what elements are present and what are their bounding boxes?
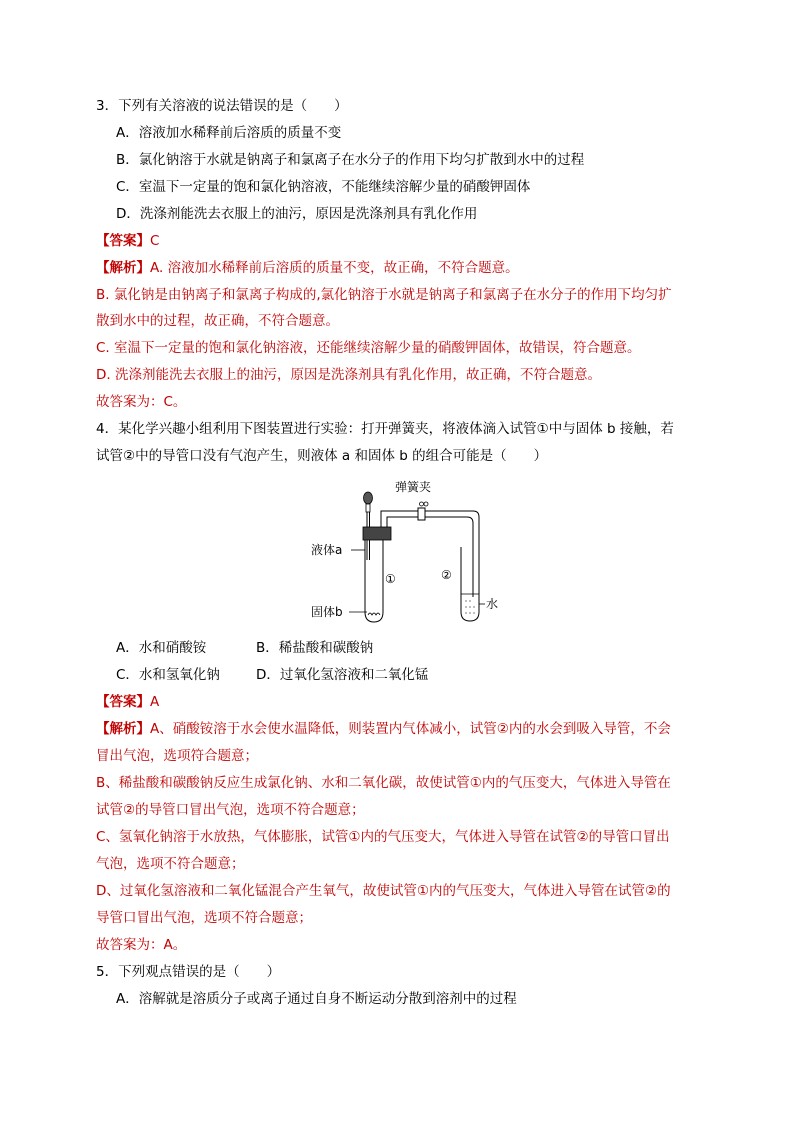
- water-label: 水: [486, 597, 499, 611]
- q3-analysis-line-4: C. 室温下一定量的饱和氯化钠溶液，还能继续溶解少量的硝酸钾固体，故错误，符合题意。: [96, 340, 641, 356]
- clamp-label: 弹簧夹: [395, 480, 432, 494]
- q4-analysis-line-2: 冒出气泡，选项符合题意；: [96, 748, 258, 764]
- q3-analysis-line-3: 散到水中的过程，故正确，不符合题意。: [96, 313, 339, 329]
- tube-1-label: ①: [385, 572, 396, 586]
- q5-option-a: A．溶解就是溶质分子或离子通过自身不断运动分散到溶剂中的过程: [116, 991, 517, 1007]
- q3-analysis-text: A. 溶液加水稀释前后溶质的质量不变，故正确，不符合题意。: [150, 260, 519, 276]
- q4-answer-value: A: [150, 694, 160, 710]
- q4-analysis-line-7: D、过氧化氢溶液和二氧化锰混合产生氧气，故使试管①内的气压变大，气体进入导管在试管②的: [96, 883, 671, 899]
- apparatus-figure: [305, 470, 505, 630]
- q3-conclusion: 故答案为：C。: [96, 394, 187, 410]
- q4-analysis-text: A、硝酸铵溶于水会使水温降低，则装置内气体减小，试管②内的水会到吸入导管，不会: [150, 721, 671, 737]
- q5-stem: 5．下列观点错误的是（ ）: [96, 964, 281, 980]
- q4-analysis-line-4: 试管②的导管口冒出气泡，选项不符合题意；: [96, 802, 365, 818]
- q3-option-b: B．氯化钠溶于水就是钠离子和氯离子在水分子的作用下均匀扩散到水中的过程: [116, 152, 585, 168]
- rubber-stopper: [363, 527, 391, 540]
- q4-option-c: C．水和氢氧化钠: [116, 667, 220, 683]
- q4-analysis-line-5: C、氢氧化钠溶于水放热，气体膨胀，试管①内的气压变大，气体进入导管在试管②的导管口冒出: [96, 829, 670, 845]
- q3-answer-tag: 【答案】: [96, 233, 150, 249]
- q4-analysis-tag: 【解析】: [96, 721, 150, 737]
- test-tube-2: [461, 547, 479, 621]
- q4-answer-tag: 【答案】: [96, 694, 150, 710]
- q3-analysis-line-1: [96, 258, 519, 278]
- tube-2-label: ②: [441, 568, 452, 582]
- q4-stem-line-1: 4．某化学兴趣小组利用下图装置进行实验：打开弹簧夹，将液体滴入试管①中与固体 b 接触，若: [96, 421, 674, 437]
- q4-analysis-line-6: 气泡，选项不符合题意；: [96, 856, 245, 872]
- q4-analysis-line-1: [96, 719, 671, 739]
- q4-option-d: D．过氧化氢溶液和二氧化锰: [256, 667, 429, 683]
- test-tube-1: [365, 540, 383, 622]
- q4-option-b: B．稀盐酸和碳酸钠: [256, 640, 374, 656]
- q3-answer: [96, 231, 159, 251]
- q4-stem-line-2: 试管②中的导管口没有气泡产生，则液体 a 和固体 b 的组合可能是（ ）: [96, 448, 548, 464]
- q4-analysis-line-8: 导管口冒出气泡，选项不符合题意；: [96, 910, 312, 926]
- q3-option-a: A．溶液加水稀释前后溶质的质量不变: [116, 125, 342, 141]
- liquid-a-label: 液体a: [311, 543, 343, 557]
- q4-analysis-line-3: B、稀盐酸和碳酸钠反应生成氯化钠、水和二氧化碳，故使试管①内的气压变大，气体进入导管在: [96, 775, 671, 791]
- q4-conclusion: 故答案为：A。: [96, 937, 187, 953]
- q3-option-d: D．洗涤剂能洗去衣服上的油污，原因是洗涤剂具有乳化作用: [116, 206, 478, 222]
- q3-analysis-line-5: D. 洗涤剂能洗去衣服上的油污，原因是洗涤剂具有乳化作用，故正确，不符合题意。: [96, 367, 601, 383]
- q4-answer: [96, 692, 159, 712]
- solid-b-label: 固体b: [311, 605, 343, 619]
- q3-stem: 3．下列有关溶液的说法错误的是（ ）: [96, 98, 348, 114]
- q3-option-c: C．室温下一定量的饱和氯化钠溶液，不能继续溶解少量的硝酸钾固体: [116, 179, 531, 195]
- q3-analysis-tag: 【解析】: [96, 260, 150, 276]
- q4-option-a: A．水和硝酸铵: [116, 640, 207, 656]
- solid-b: [368, 613, 380, 615]
- q3-answer-value: C: [150, 233, 160, 249]
- q3-analysis-line-2: B. 氯化钠是由钠离子和氯离子构成的,氯化钠溶于水就是钠离子和氯离子在水分子的作用下均匀扩: [96, 287, 672, 303]
